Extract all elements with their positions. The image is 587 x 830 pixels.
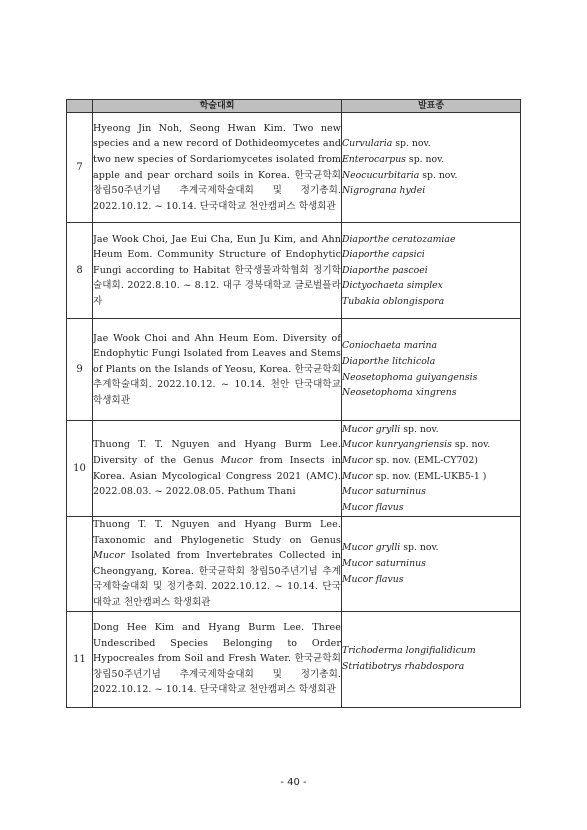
conference-text: Jae Wook Choi, Jae Eui Cha, Eun Ju Kim, and Ahn Heum Eom. Community Structure of Endophytic Fungi according to Habitat 한국생물과학협회 정기학술대회. 2022.8.10. ~ 8.12. 대구 경북대학교 글로벌플라자 (93, 233, 341, 307)
species-item (342, 659, 520, 675)
species-name: Mucor grylli (342, 423, 401, 435)
table-row (67, 319, 521, 421)
species-name: Mucor (342, 454, 373, 466)
species-name: Mucor (342, 470, 373, 482)
conference-text: Isolated from Invertebrates Collected in Cheongyang, Korea. 한국균학회 창립50주년기념 추계국제학술대회 및 정기총회. 2022.10.12. ~ 10.14. 단국대학교 천안캠퍼스 학생회관 (93, 550, 341, 608)
species-name: Mucor flavus (342, 501, 404, 513)
row-number: 7 (67, 113, 93, 223)
header-number (67, 100, 93, 113)
species-item (342, 370, 520, 386)
species-suffix: sp. nov. (EML-UKB5-1 ) (372, 470, 487, 482)
header-conference: 학술대회 (93, 100, 342, 113)
species-item (342, 168, 520, 184)
species-name: Enterocarpus (342, 153, 406, 165)
conference-text: Dong Hee Kim and Hyang Burm Lee. Three Undescribed Species Belonging to Order Hypocreales from Soil and Fresh Water. 한국균학회 창립50주년기념 추계국제학술대회 및 정기총회. 2022.10.12. ~ 10.14. 단국대학교 천안캠퍼스 학생회관 (93, 622, 341, 696)
species-name: Mucor saturninus (342, 486, 426, 498)
conference-cell (93, 421, 342, 517)
species-suffix: sp. nov. (451, 439, 491, 451)
species-item (342, 354, 520, 370)
species-suffix: sp. nov. (400, 423, 439, 435)
conference-text: Mucor (220, 454, 253, 466)
species-item (342, 469, 520, 485)
species-cell (342, 223, 521, 319)
species-item (342, 338, 520, 354)
species-suffix: sp. nov. (419, 169, 458, 181)
species-name: Coniochaeta marina (342, 340, 438, 352)
species-cell (342, 611, 521, 707)
row-number: 11 (67, 611, 93, 707)
species-item (342, 183, 520, 199)
table-body (67, 113, 521, 708)
species-item (342, 385, 520, 401)
species-cell (342, 113, 521, 223)
species-cell (342, 421, 521, 517)
species-item (342, 643, 520, 659)
species-name: Curvularia (342, 138, 393, 150)
row-number (67, 517, 93, 612)
species-suffix: sp. nov. (405, 153, 445, 165)
species-name: Striatibotrys rhabdospora (342, 661, 465, 673)
species-item (342, 556, 520, 572)
row-number: 8 (67, 223, 93, 319)
species-name: Mucor saturninus (342, 557, 426, 569)
species-name: Dictyochaeta simplex (342, 280, 443, 292)
table-row (67, 113, 521, 223)
species-suffix: sp. nov. (392, 138, 431, 150)
species-name: Neosetophoma xingrens (342, 387, 457, 399)
species-name: Diaporthe litchicola (342, 355, 436, 367)
conference-cell (93, 319, 342, 421)
species-name: Nigrograna hydei (342, 185, 426, 197)
conference-text: from Insects in Korea. Asian Mycological Congress 2021 (AMC). 2022.08.03. ~ 2022.08.05. Pathum Thani (93, 454, 342, 498)
species-name: Diaporthe capsici (342, 249, 425, 261)
species-item (342, 294, 520, 310)
conference-text: Thuong T. T. Nguyen and Hyang Burm Lee. Taxonomic and Phylogenetic Study on Genus (93, 519, 341, 546)
species-cell (342, 319, 521, 421)
species-name: Mucor kunryangriensis (342, 439, 452, 451)
species-name: Tubakia oblongispora (342, 295, 445, 307)
species-suffix: sp. nov. (400, 542, 439, 554)
page-number: - 40 - (280, 777, 307, 788)
conference-cell (93, 611, 342, 707)
species-suffix: sp. nov. (EML-CY702) (372, 454, 478, 466)
row-number: 9 (67, 319, 93, 421)
species-item (342, 500, 520, 516)
species-name: Mucor flavus (342, 573, 404, 585)
species-item (342, 136, 520, 152)
table-header-row (67, 100, 521, 113)
species-name: Diaporthe ceratozamiae (342, 233, 456, 245)
species-item (342, 484, 520, 500)
species-item (342, 263, 520, 279)
species-cell (342, 517, 521, 612)
species-item (342, 278, 520, 294)
conference-cell (93, 113, 342, 223)
presentation-table (66, 99, 521, 708)
header-species: 발표종 (342, 100, 521, 113)
species-name: Neosetophoma guiyangensis (342, 371, 478, 383)
conference-cell (93, 517, 342, 612)
table-row (67, 223, 521, 319)
species-name: Diaporthe pascoei (342, 264, 428, 276)
species-name: Mucor grylli (342, 542, 401, 554)
conference-text: Hyeong Jin Noh, Seong Hwan Kim. Two new species and a new record of Dothideomycetes and two new species of Sordariomycetes isolated from apple and pear orchard soils in Korea. 한국균학회 창립50주년기념 추계국제학술대회 및 정기총회. 2022.10.12. ~ 10.14. 단국대학교 천안캠퍼스 학생회관 (93, 122, 341, 212)
species-item (342, 232, 520, 248)
species-item (342, 540, 520, 556)
table-row (67, 611, 521, 707)
table-row (67, 517, 521, 612)
conference-text: Mucor (93, 550, 125, 562)
species-item (342, 453, 520, 469)
species-item (342, 572, 520, 588)
conference-text: Jae Wook Choi and Ahn Heum Eom. Diversity of Endophytic Fungi Isolated from Leaves and Stems of Plants on the Islands of Yeosu, Korea. 한국균학회 추계학술대회. 2022.10.12. ~ 10.14. 천안 단국대학교 학생회관 (93, 332, 341, 406)
conference-cell (93, 223, 342, 319)
conference-text: Thuong T. T. Nguyen and Hyang Burm Lee. Diversity of the Genus (93, 439, 341, 466)
species-item (342, 437, 520, 453)
species-item (342, 422, 520, 438)
table-row (67, 421, 521, 517)
species-name: Neocucurbitaria (342, 169, 420, 181)
row-number: 10 (67, 421, 93, 517)
species-name: Trichoderma longifialidicum (342, 645, 476, 657)
species-item (342, 247, 520, 263)
species-item (342, 152, 520, 168)
